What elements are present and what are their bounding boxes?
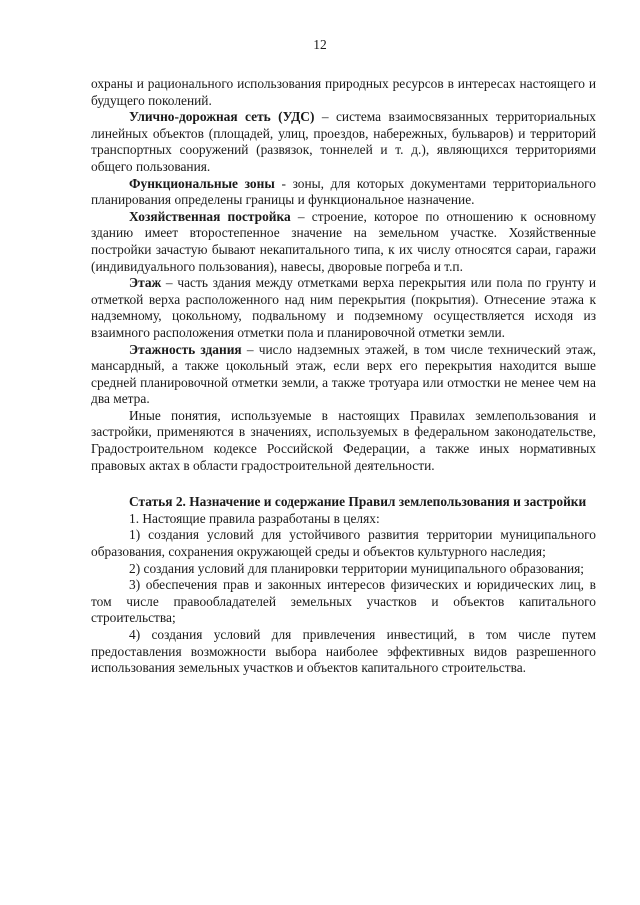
definition-floor — [91, 275, 596, 341]
definition-term: Улично-дорожная сеть (УДС) — [129, 109, 315, 125]
definition-term: Этажность здания — [129, 341, 242, 357]
definition-separator: – — [241, 341, 259, 357]
article-heading: Статья 2. Назначение и содержание Правил землепользования и застройки — [129, 494, 587, 510]
definition-text: система взаимосвязанных территориальных линейных объектов (площадей, улиц, проездов, набережных, бульваров) и территорий транспортных сооружений (развязок, тоннелей и т. д.), являющихся территориями общего пользования. — [91, 109, 596, 174]
article-item: 1. Настоящие правила разработаны в целях: — [129, 510, 380, 526]
page-body — [91, 76, 596, 677]
definition-text: зоны, для которых документами территориального планирования определены границы и функциональное назначение. — [91, 175, 596, 208]
definition-text: число надземных этажей, в том числе технический этаж, мансардный, а также цокольный этаж, если верх его перекрытия находится выше средней планировочной отметки земли, а также тротуара или отмостки не менее чем на два метра. — [91, 341, 597, 407]
article-item: 2) создания условий для планировки территории муниципального образования; — [129, 560, 585, 576]
article-item: 4) создания условий для привлечения инвестиций, в том числе путем предоставления возможности выбора наиболее эффективных видов разрешенного использования земельных участков и объектов капитального строительства. — [91, 627, 596, 676]
article-item: 3) обеспечения прав и законных интересов физических и юридических лиц, в том числе правообладателей земельных участков и объектов капитального строительства; — [91, 577, 596, 626]
definition-term: Функциональные зоны — [129, 175, 275, 191]
definition-uds — [91, 109, 596, 175]
definition-storeys — [91, 342, 596, 408]
definition-outbuilding — [91, 209, 596, 275]
definition-separator: – — [314, 109, 336, 125]
paragraph-other-terms — [91, 408, 596, 474]
definition-separator: – — [161, 275, 178, 291]
paragraph-text: Иные понятия, используемые в настоящих Правилах землепользования и застройки, применяются в значениях, используемых в федеральном законодательстве, Градостроительном кодексе Российской Федерации, а также иных нормативных правовых актах в области градостроительной деятельности. — [91, 407, 596, 473]
definition-text: часть здания между отметками верха перекрытия или пола по грунту и отметкой верха расположенного над ним перекрытия (покрытия). Отнесение этажа к надземному, цокольному, подвальному и подземному осуществляется исходя из взаимного расположения отметки пола и планировочной отметки земли. — [91, 275, 597, 340]
definition-separator: – — [290, 208, 312, 224]
definition-separator: - — [274, 175, 293, 191]
definition-term: Хозяйственная постройка — [129, 208, 291, 224]
paragraph-continuation — [91, 76, 596, 109]
definition-text: строение, которое по отношению к основному зданию имеет второстепенное значение на земельном участке. Хозяйственные постройки зачастую бывают некапитального типа, к их числу относятся сараи, гаражи (индивидуального пользования), навесы, дворовые погреба и т.п. — [91, 208, 597, 274]
definition-functional-zones — [91, 176, 596, 209]
paragraph-text: охраны и рационального использования природных ресурсов в интересах настоящего и будущего поколений. — [91, 76, 596, 108]
article-item: 1) создания условий для устойчивого развития территории муниципального образования, сохранения окружающей среды и объектов культурного наследия; — [91, 527, 596, 560]
page-number: 12 — [313, 37, 327, 52]
definition-term: Этаж — [129, 275, 162, 291]
